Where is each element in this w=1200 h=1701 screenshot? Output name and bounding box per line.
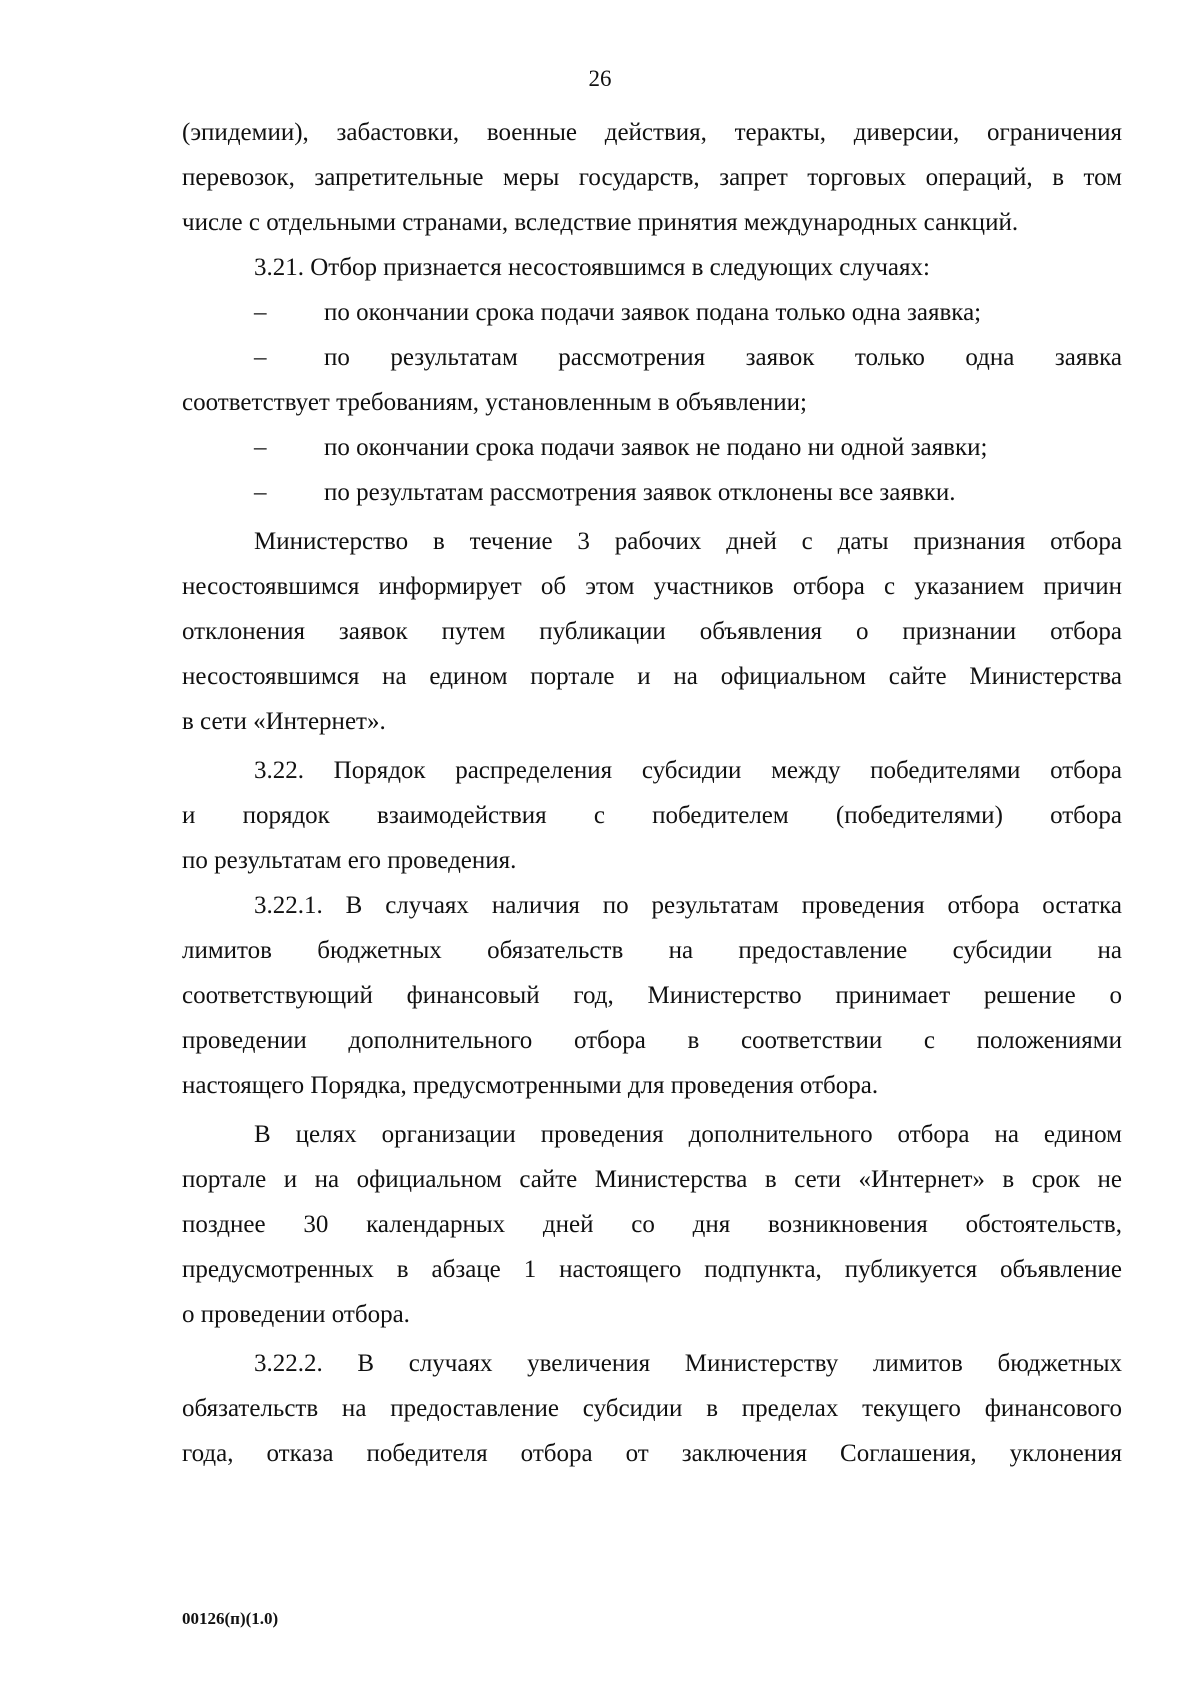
text-line: числе с отдельными странами, вследствие принятия международных санкций.	[182, 209, 1019, 236]
list-item	[182, 425, 1122, 470]
text-line: 3.22.1. В случаях наличия по результатам проведения отбора остатка	[254, 892, 1122, 919]
paragraph-additional-selection	[182, 1112, 1122, 1337]
clause-3-22-2	[182, 1341, 1122, 1476]
text-line: 3.22. Порядок распределения субсидии между победителями отбора	[254, 757, 1122, 784]
text-line: соответствует требованиям, установленным в объявлении;	[182, 389, 807, 416]
text-line: несостоявшимся на едином портале и на официальном сайте Министерства	[182, 663, 1122, 690]
clause-3-21: 3.21. Отбор признается несостоявшимся в следующих случаях:	[254, 254, 930, 281]
text-line: и порядок взаимодействия с победителем (победителями) отбора	[182, 802, 1122, 829]
dash-bullet: –	[254, 344, 267, 371]
document-body	[182, 110, 1122, 1476]
text-line: о проведении отбора.	[182, 1301, 410, 1328]
list-item-text: по результатам рассмотрения заявок отклонены все заявки.	[324, 479, 956, 506]
text-line: лимитов бюджетных обязательств на предоставление субсидии на	[182, 937, 1122, 964]
text-line: 3.22.2. В случаях увеличения Министерству лимитов бюджетных	[254, 1350, 1122, 1377]
document-code: 00126(п)(1.0)	[182, 1609, 279, 1628]
list-item	[182, 470, 1122, 515]
list-item	[182, 335, 1122, 425]
text-line: настоящего Порядка, предусмотренными для проведения отбора.	[182, 1072, 879, 1099]
text-line: обязательств на предоставление субсидии в пределах текущего финансового	[182, 1395, 1122, 1422]
clause-3-22	[182, 748, 1122, 883]
text-line: позднее 30 календарных дней со дня возникновения обстоятельств,	[182, 1211, 1122, 1238]
clause-3-22-1	[182, 883, 1122, 1108]
text-line: года, отказа победителя отбора от заключения Соглашения, уклонения	[182, 1440, 1122, 1467]
dash-bullet: –	[254, 299, 267, 326]
text-line: по результатам рассмотрения заявок только одна заявка	[324, 344, 1122, 371]
text-line: соответствующий финансовый год, Министерство принимает решение о	[182, 982, 1122, 1009]
text-line: предусмотренных в абзаце 1 настоящего подпункта, публикуется объявление	[182, 1256, 1122, 1283]
text-line: проведении дополнительного отбора в соответствии с положениями	[182, 1027, 1122, 1054]
dash-bullet: –	[254, 479, 267, 506]
text-line: отклонения заявок путем публикации объявления о признании отбора	[182, 618, 1122, 645]
page-number: 26	[588, 66, 612, 91]
text-line: В целях организации проведения дополнительного отбора на едином	[254, 1121, 1122, 1148]
text-line: (эпидемии), забастовки, военные действия, теракты, диверсии, ограничения	[182, 119, 1122, 146]
text-line: по результатам его проведения.	[182, 847, 517, 874]
text-line: Министерство в течение 3 рабочих дней с даты признания отбора	[254, 528, 1122, 555]
list-item-text: по окончании срока подачи заявок не подано ни одной заявки;	[324, 434, 988, 461]
text-line: портале и на официальном сайте Министерства в сети «Интернет» в срок не	[182, 1166, 1122, 1193]
list-item	[182, 290, 1122, 335]
text-line: перевозок, запретительные меры государств, запрет торговых операций, в том	[182, 164, 1122, 191]
list-item-text: по окончании срока подачи заявок подана только одна заявка;	[324, 299, 982, 326]
text-line: несостоявшимся информирует об этом участников отбора с указанием причин	[182, 573, 1122, 600]
paragraph-force-majeure-continuation	[182, 110, 1122, 245]
paragraph-ministry-notice	[182, 519, 1122, 744]
text-line: в сети «Интернет».	[182, 708, 386, 735]
dash-bullet: –	[254, 434, 267, 461]
